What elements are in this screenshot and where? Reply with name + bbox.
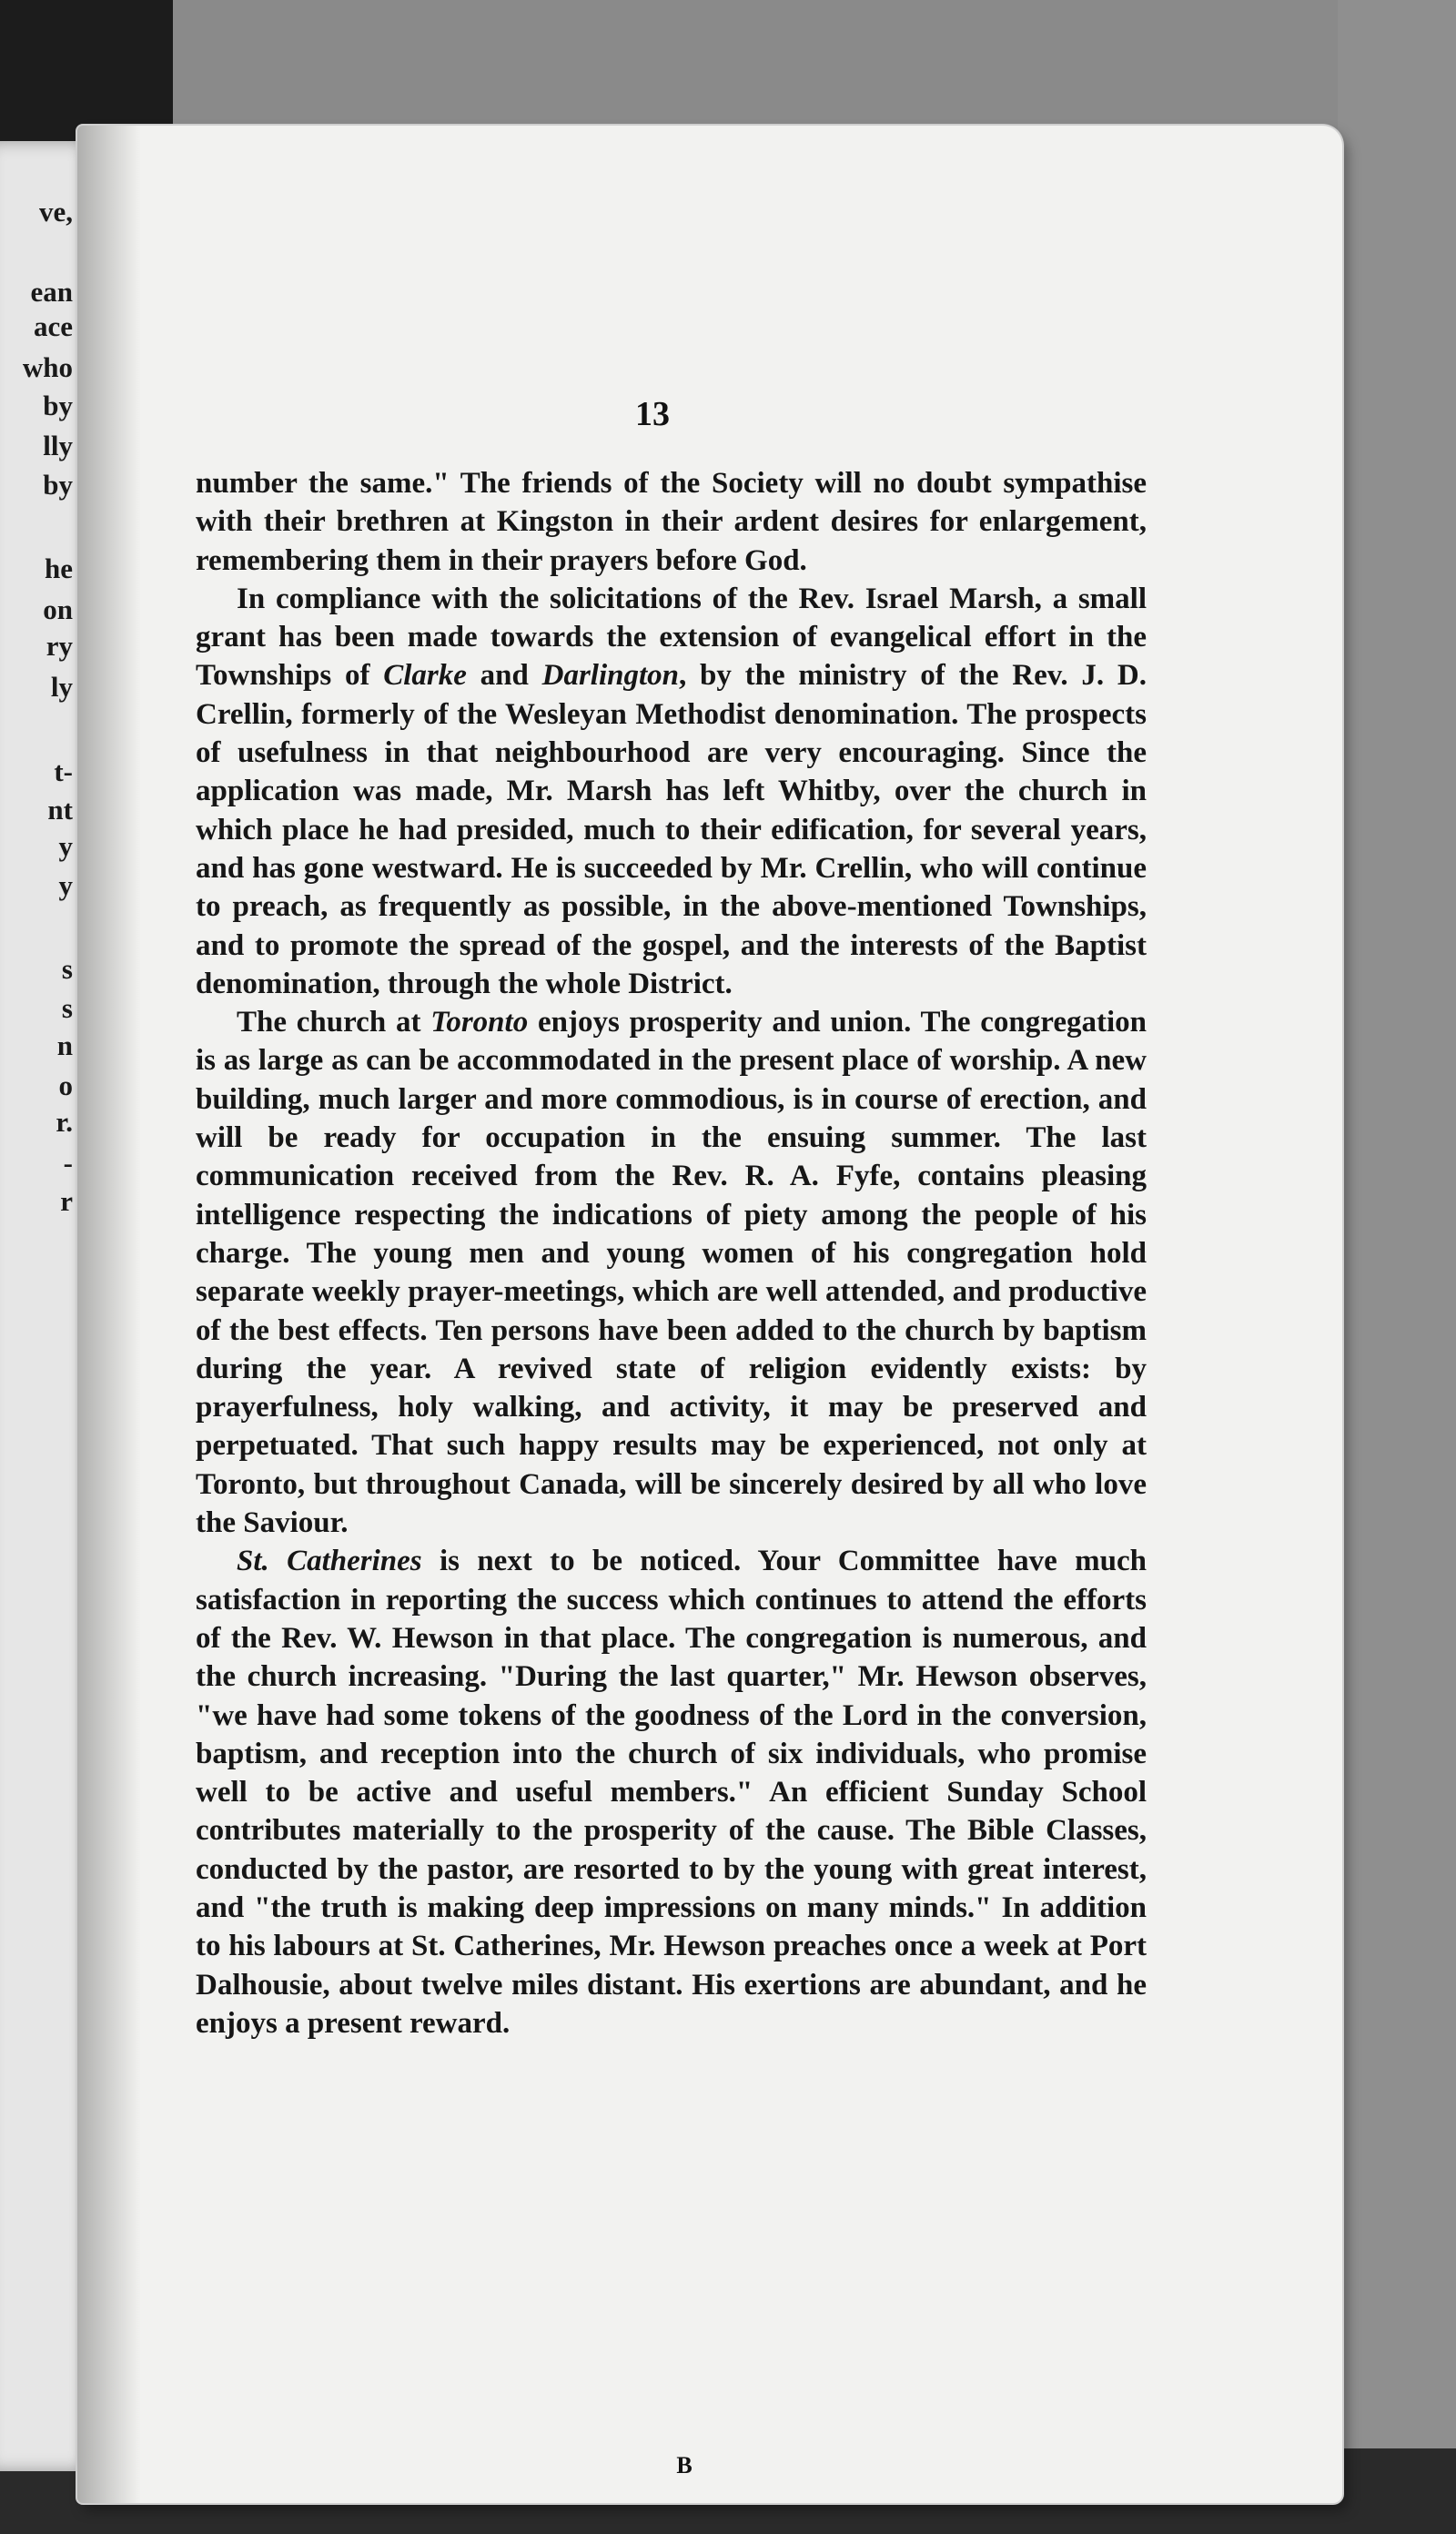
body-paragraph — [196, 1003, 1147, 1542]
facing-page-fragment: ace — [33, 310, 73, 342]
facing-page-fragment: by — [43, 390, 73, 421]
italic-text: Clarke — [383, 659, 467, 693]
text-run: and — [466, 659, 542, 693]
facing-page-fragment: y — [58, 830, 73, 862]
facing-page-fragment: who — [22, 351, 73, 383]
facing-page-fragment: y — [58, 869, 73, 901]
gutter-shadow — [77, 126, 141, 2503]
facing-page-fragment: ry — [46, 630, 73, 662]
text-run: enjoys prosperity and union. The congregation is as large as can be accommodated in the present place of worship. A new building, much larger and more commodious, is in course of erection, and will be ready for occupation in the ensuing summer. The last communication received from the Rev. R. A. Fyfe, contains pleasing intelligence respecting the indications of piety among the people of his charge. The young men and young women of his congregation hold separate weekly prayer-meetings, which are well attended, and productive of the best effects. Ten persons have been added to the church by baptism during the year. A revived state of religion evidently exists: by prayerfulness, holy walking, and activity, it may be preserved and perpetuated. That such happy results may be experienced, not only at Toronto, but throughout Canada, will be sincerely desired by all who love the Saviour. — [196, 1006, 1147, 1540]
facing-page-fragment: he — [45, 552, 73, 584]
facing-page-fragment: n — [56, 1029, 73, 1061]
facing-page-fragment: on — [43, 593, 73, 625]
text-run: number the same." The friends of the Society will no doubt sympathise with their brethren at Kingston in their ardent desires for enlargement, remembering them in their prayers before God. — [196, 467, 1147, 577]
text-run: The church at — [237, 1006, 431, 1039]
facing-page-fragment: r. — [56, 1106, 73, 1138]
body-paragraph — [196, 580, 1147, 1003]
facing-page-fragment: t- — [54, 755, 73, 787]
facing-page-fragment: ean — [30, 276, 73, 308]
page-number: 13 — [635, 395, 670, 433]
facing-page-fragment: ly — [50, 671, 73, 703]
italic-text: Darlington — [541, 659, 680, 693]
book-page — [77, 126, 1342, 2503]
facing-page-fragment: - — [63, 1147, 73, 1179]
italic-text: Toronto — [430, 1006, 529, 1039]
body-paragraph — [196, 1542, 1147, 2042]
italic-text: St. Catherines — [237, 1545, 422, 1578]
text-run: In compliance with the solicitations of the Rev. Israel Marsh, a small grant has been made towards the extension of evangelical effort in the Townships of — [196, 582, 1147, 693]
facing-page-fragment: s — [61, 992, 73, 1024]
facing-page-fragment: o — [58, 1069, 73, 1101]
page-body-text — [196, 464, 1147, 2042]
facing-page-fragment: lly — [43, 430, 73, 461]
facing-page-fragment: r — [60, 1185, 73, 1217]
facing-page-fragment: nt — [47, 794, 73, 826]
facing-page-fragment: ve, — [38, 196, 73, 228]
text-run: , by the ministry of the Rev. J. D. Crellin, formerly of the Wesleyan Methodist denomination. The prospects of usefulness in that neighbourhood are very encouraging. Since the application was made, Mr. Marsh has left Whitby, over the church in which place he had presided, much to their edification, for several years, and has gone westward. He is succeeded by Mr. Crellin, who will continue to preach, as frequently as possible, in the above-mentioned Townships, and to promote the spread of the gospel, and the interests of the Baptist denomination, through the whole District. — [196, 659, 1148, 1000]
body-paragraph — [196, 464, 1147, 580]
text-run: is next to be noticed. Your Committee have much satisfaction in reporting the success which continues to attend the efforts of the Rev. W. Hewson in that place. The congregation is numerous, and the church increasing. "During the last quarter," Mr. Hewson observes, "we have had some tokens of the goodness of the Lord in the conversion, baptism, and reception into the church of six individuals, who promise well to be active and useful members." An efficient Sunday School contributes materially to the prosperity of the cause. The Bible Classes, conducted by the pastor, are resorted to by the young with great interest, and "the truth is making deep impressions on many minds." In addition to his labours at St. Catherines, Mr. Hewson preaches once a week at Port Dalhousie, about twelve miles distant. His exertions are abundant, and he enjoys a present reward. — [196, 1545, 1147, 2040]
scan-background — [1338, 0, 1456, 2534]
facing-page-fragment: by — [43, 469, 73, 501]
signature-mark: B — [676, 2452, 693, 2478]
facing-page-fragment: s — [61, 953, 73, 985]
